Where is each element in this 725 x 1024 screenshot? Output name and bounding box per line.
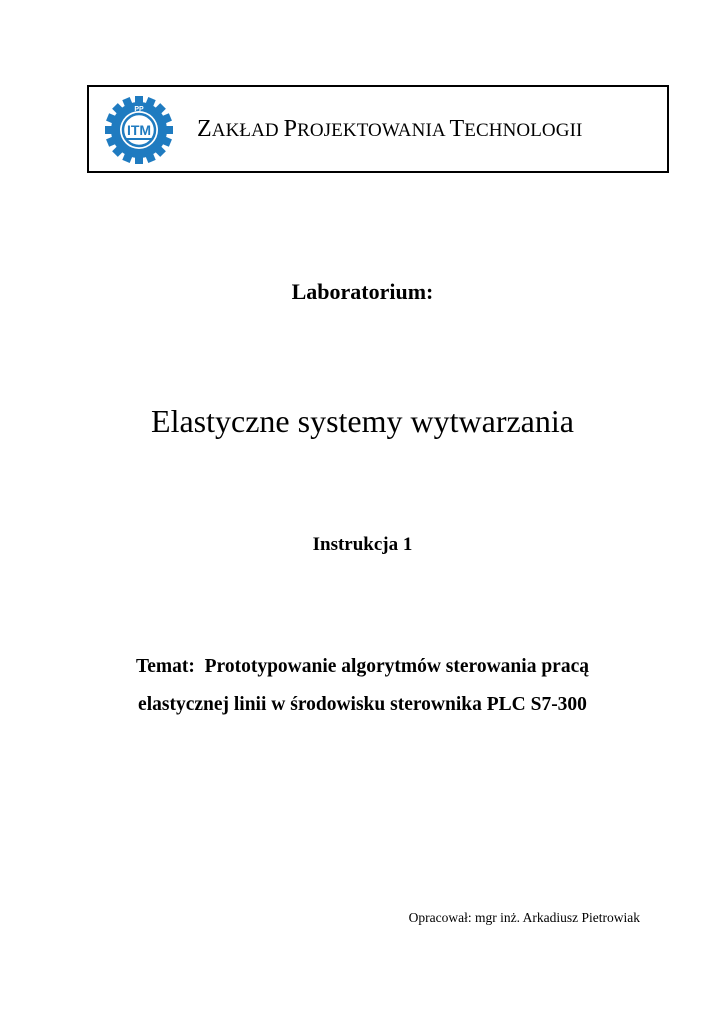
topic <box>0 648 725 724</box>
course-title: Elastyczne systemy wytwarzania <box>151 403 574 439</box>
topic-line-1: Temat: Prototypowanie algorytmów sterowania pracą <box>136 656 589 677</box>
instruction-number: Instrukcja 1 <box>312 534 413 555</box>
lab-label: Laboratorium: <box>291 279 434 304</box>
svg-text:ITM: ITM <box>126 122 152 138</box>
institute-logo <box>103 94 175 166</box>
header-box <box>87 85 669 173</box>
author: Opracował: mgr inż. Arkadiusz Pietrowiak <box>408 910 640 925</box>
topic-line-2: elastycznej linii w środowisku sterownika PLC S7-300 <box>138 694 587 715</box>
department-name: ZAKŁAD PROJEKTOWANIA TECHNOLOGII <box>197 116 583 142</box>
svg-text:PP: PP <box>134 106 144 113</box>
